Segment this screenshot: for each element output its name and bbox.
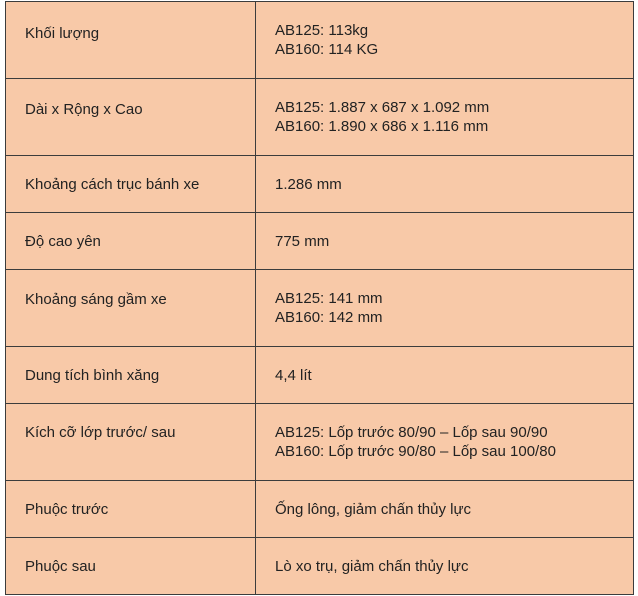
spec-value-line: AB160: Lốp trước 90/80 – Lốp sau 100/80	[275, 443, 556, 460]
table-row	[6, 213, 634, 270]
spec-value-tire-size	[256, 404, 634, 481]
spec-value-weight	[256, 2, 634, 79]
spec-value-line: AB160: 114 KG	[275, 41, 379, 58]
spec-value-line: Lò xo trụ, giảm chấn thủy lực	[275, 557, 469, 575]
spec-label-seat-height: Độ cao yên	[6, 213, 256, 270]
spec-label-rear-suspension: Phuộc sau	[6, 538, 256, 595]
spec-label-ground-clearance: Khoảng sáng gầm xe	[6, 270, 256, 347]
table-row	[6, 2, 634, 79]
table-row	[6, 270, 634, 347]
spec-value-rear-suspension	[256, 538, 634, 595]
spec-value-fuel-capacity	[256, 347, 634, 404]
spec-value-wheelbase	[256, 156, 634, 213]
spec-label-fuel-capacity: Dung tích bình xăng	[6, 347, 256, 404]
table-row	[6, 538, 634, 595]
spec-value-line: AB125: Lốp trước 80/90 – Lốp sau 90/90	[275, 424, 548, 441]
spec-value-front-suspension	[256, 481, 634, 538]
spec-value-seat-height	[256, 213, 634, 270]
spec-value-dimensions	[256, 79, 634, 156]
table-row	[6, 481, 634, 538]
spec-label-dimensions: Dài x Rộng x Cao	[6, 79, 256, 156]
spec-value-line: AB125: 1.887 x 687 x 1.092 mm	[275, 99, 490, 116]
spec-label-weight: Khối lượng	[6, 2, 256, 79]
spec-value-line: 775 mm	[275, 232, 330, 250]
spec-value-line: AB160: 1.890 x 686 x 1.116 mm	[275, 118, 489, 135]
spec-value-line: 4,4 lít	[275, 366, 312, 384]
spec-value-line: AB160: 142 mm	[275, 309, 383, 326]
table-row	[6, 156, 634, 213]
spec-value-line: AB125: 141 mm	[275, 290, 383, 307]
spec-value-line: 1.286 mm	[275, 175, 342, 193]
spec-value-ground-clearance	[256, 270, 634, 347]
spec-value-line: Ống lông, giảm chấn thủy lực	[275, 500, 471, 518]
specification-table	[5, 1, 634, 595]
table-row	[6, 79, 634, 156]
table-row	[6, 347, 634, 404]
spec-label-front-suspension: Phuộc trước	[6, 481, 256, 538]
spec-value-line: AB125: 113kg	[275, 22, 369, 39]
spec-label-wheelbase: Khoảng cách trục bánh xe	[6, 156, 256, 213]
spec-label-tire-size: Kích cỡ lớp trước/ sau	[6, 404, 256, 481]
table-row	[6, 404, 634, 481]
